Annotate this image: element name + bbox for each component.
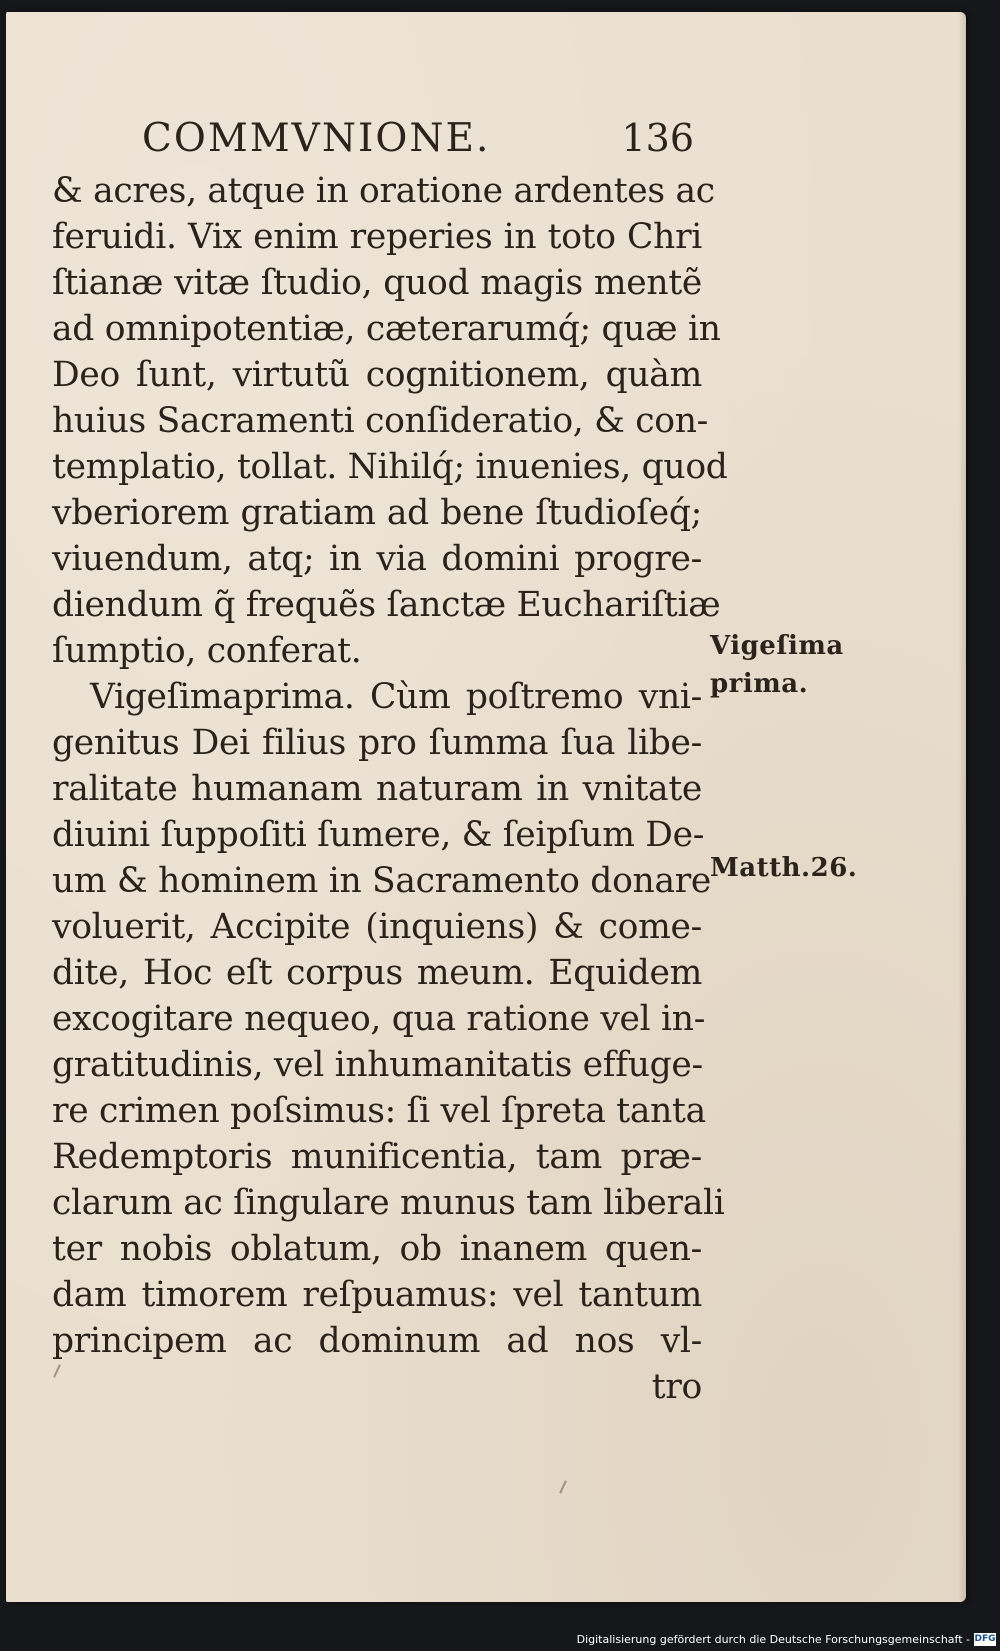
funding-credit: Digitalisierung gefördert durch die Deutsche Forschungsgemeinschaft - <box>576 1633 970 1646</box>
dfg-logo: DFG <box>974 1634 996 1644</box>
book-page <box>6 12 966 1602</box>
page-edge <box>958 12 966 1602</box>
text-line: ſtianæ vitæ ſtudio, quod magis mentẽ <box>52 263 702 303</box>
text-line: Vigeſimaprima. Cùm poſtremo vni- <box>90 677 702 717</box>
running-head <box>142 116 694 176</box>
text-line: diendum q̃ frequẽs ſanctæ Euchariſtiæ <box>52 585 721 625</box>
text-line: principem ac dominum ad nos vl- <box>52 1321 702 1361</box>
text-line: ter nobis oblatum, ob inanem quen- <box>52 1229 702 1269</box>
text-line: um & hominem in Sacramento donare <box>52 861 712 901</box>
page-number: 136 <box>621 116 694 160</box>
text-line: voluerit, Accipite (inquiens) & come- <box>52 907 702 947</box>
running-title: COMMVNIONE. <box>142 116 491 161</box>
paper-blemish <box>559 1480 567 1494</box>
text-line: ad omnipotentiæ, cæterarumq́; quæ in <box>52 309 721 349</box>
margin-note-line: Vigeſima <box>710 631 844 661</box>
margin-note-line: prima. <box>710 669 809 699</box>
text-line: templatio, tollat. Nihilq́; inuenies, quod <box>52 447 728 487</box>
text-line: genitus Dei filius pro ſumma ſua libe- <box>52 723 702 763</box>
text-line: vberiorem gratiam ad bene ſtudioſeq́; <box>52 493 702 533</box>
text-line: re crimen poſsimus: ſi vel ſpreta tanta <box>52 1091 706 1131</box>
text-line: ſumptio, conferat. <box>52 631 362 671</box>
margin-note-vigesima <box>710 627 844 703</box>
text-line: feruidi. Vix enim reperies in toto Chri <box>52 217 702 257</box>
text-line: ralitate humanam naturam in vnitate <box>52 769 702 809</box>
catchword: tro <box>651 1367 702 1407</box>
text-line: excogitare nequeo, qua ratione vel in- <box>52 999 706 1039</box>
text-line: clarum ac ſingulare munus tam liberali <box>52 1183 725 1223</box>
text-line: dite, Hoc eſt corpus meum. Equidem <box>52 953 702 993</box>
footer-strip <box>0 1625 1000 1651</box>
margin-note-line: Matth.26. <box>710 853 858 883</box>
text-line: Redemptoris munificentia, tam præ- <box>52 1137 702 1177</box>
body-text <box>52 168 728 1410</box>
text-line: dam timorem reſpuamus: vel tantum <box>52 1275 702 1315</box>
text-line: diuini ſuppoſiti ſumere, & ſeipſum De- <box>52 815 705 855</box>
text-line: viuendum, atq; in via domini progre- <box>52 539 702 579</box>
text-line: Deo ſunt, virtutũ cognitionem, quàm <box>52 355 702 395</box>
text-line: gratitudinis, vel inhumanitatis effuge- <box>52 1045 703 1085</box>
text-line: huius Sacramenti conſideratio, & con- <box>52 401 708 441</box>
margin-note-matthew <box>710 849 857 887</box>
text-line: & acres, atque in oratione ardentes ac <box>52 171 715 211</box>
